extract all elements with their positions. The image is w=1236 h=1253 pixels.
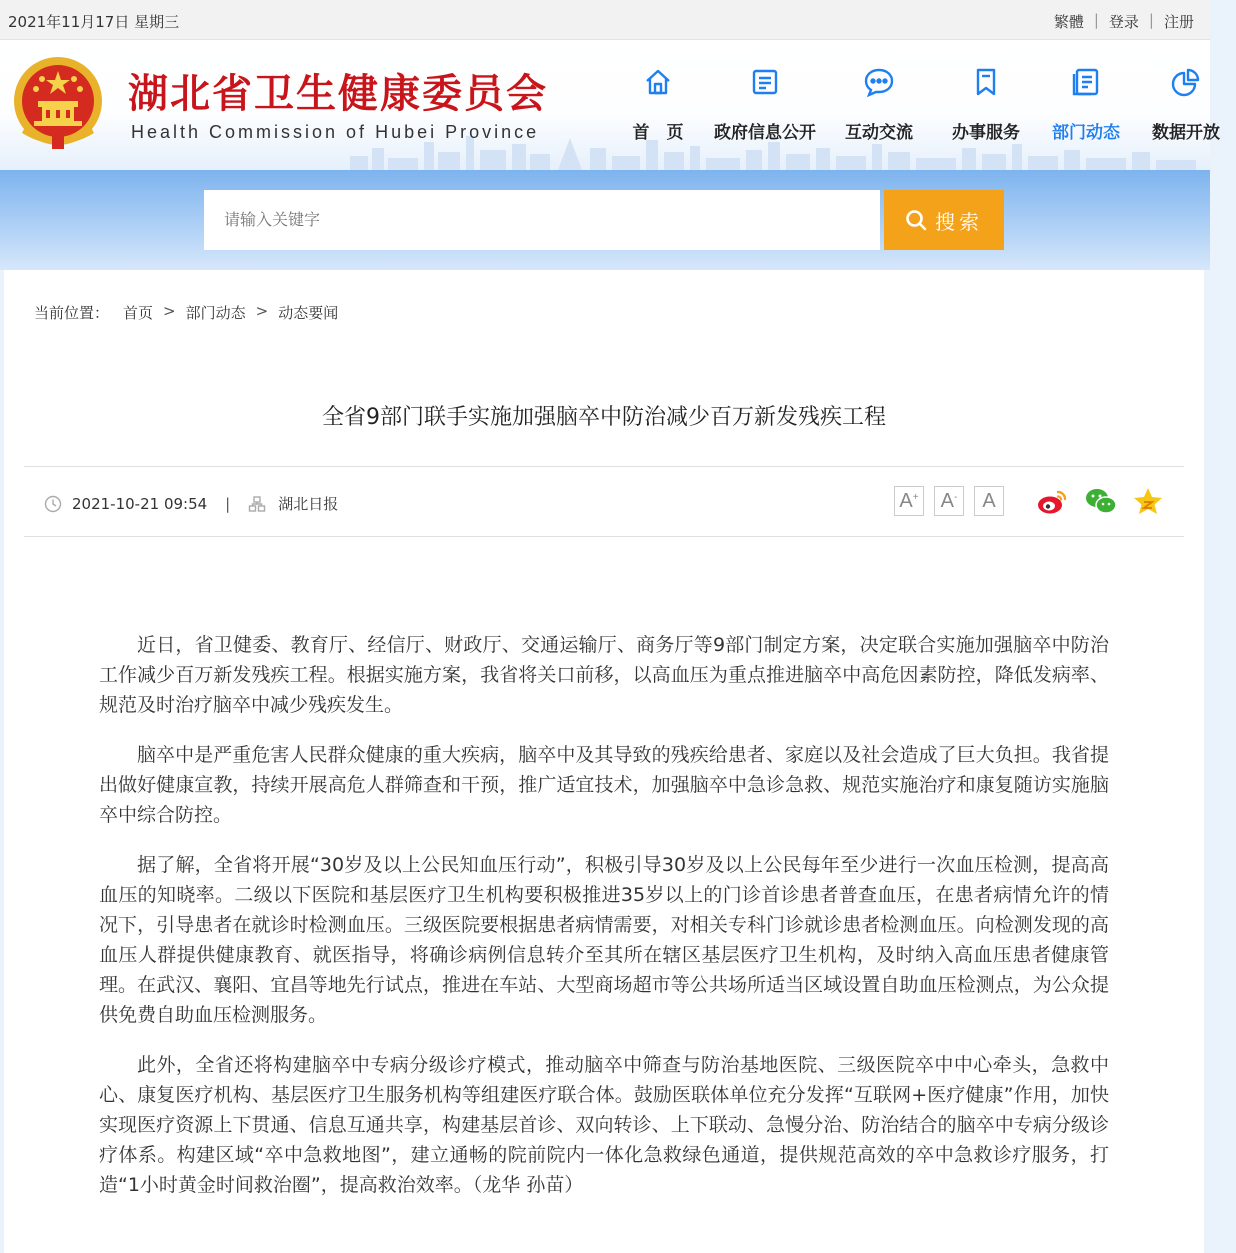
- nav-label: 办事服务: [952, 123, 1020, 143]
- register-link[interactable]: 注册: [1163, 13, 1194, 31]
- nav-label: 政府信息公开: [714, 123, 816, 143]
- nav-label: 互动交流: [845, 123, 913, 143]
- article-meta: [44, 493, 338, 514]
- breadcrumb: [34, 302, 338, 323]
- search-band: [0, 170, 1210, 270]
- news-icon: [1036, 64, 1136, 100]
- divider: [24, 466, 1184, 467]
- document-icon: [708, 64, 822, 100]
- divider: |: [1148, 11, 1154, 29]
- publish-datetime: 2021-10-21 09:54: [72, 494, 208, 513]
- search-input[interactable]: [204, 190, 880, 250]
- weibo-icon: [1036, 486, 1070, 516]
- weibo-share-button[interactable]: [1036, 486, 1070, 516]
- main-nav: [608, 64, 1236, 143]
- nav-label: 数据开放: [1152, 123, 1220, 143]
- article-title: 全省9部门联手实施加强脑卒中防治减少百万新发残疾工程: [322, 405, 886, 430]
- clock-icon: [44, 495, 62, 513]
- nav-item-services[interactable]: [936, 64, 1036, 143]
- pie-chart-icon: [1136, 64, 1236, 100]
- bookmark-icon: [936, 64, 1036, 100]
- nav-label: 首 页: [632, 123, 684, 143]
- site-title: 湖北省卫生健康委员会: [128, 70, 548, 117]
- national-emblem-logo: [12, 55, 104, 151]
- chat-icon: [822, 64, 936, 100]
- breadcrumb-home[interactable]: 首页: [123, 304, 154, 322]
- breadcrumb-news-highlights[interactable]: 动态要闻: [278, 304, 339, 322]
- article-paragraph: 脑卒中是严重危害人民群众健康的重大疾病，脑卒中及其导致的残疾给患者、家庭以及社会造成了巨大负担。我省提出做好健康宣教，持续开展高危人群筛查和干预，推广适宜技术，加强脑卒中急诊急救、规范实施治疗和康复随访实施脑卒中综合防控。: [99, 744, 1109, 826]
- source-icon: [248, 495, 266, 513]
- top-bar: [0, 0, 1210, 40]
- divider: |: [1093, 11, 1099, 29]
- home-icon: [608, 64, 708, 100]
- site-header: [0, 40, 1220, 170]
- nav-item-open-data[interactable]: [1136, 64, 1236, 143]
- font-reset-button[interactable]: A: [974, 486, 1004, 516]
- site-subtitle: Health Commission of Hubei Province: [131, 122, 540, 142]
- article-paragraph: 此外，全省还将构建脑卒中专病分级诊疗模式，推动脑卒中筛查与防治基地医院、三级医院卒中中心牵头，急救中心、康复医疗机构、基层医疗卫生服务机构等组建医疗联合体。鼓励医联体单位充分发挥“互联网+医疗健康”作用，加快实现医疗资源上下贯通、信息互通共享，构建基层首诊、双向转诊、上下联动、急慢分治、防治结合的脑卒中专病分级诊疗体系。构建区域“卒中急救地图”，建立通畅的院前院内一体化急救绿色通道，提供规范高效的卒中急救诊疗服务，打造“1小时黄金时间救治圈”，提高救治效率。（龙华 孙苗）: [99, 1054, 1109, 1196]
- nav-item-interaction[interactable]: [822, 64, 936, 143]
- breadcrumb-prefix: 当前位置：: [34, 304, 110, 322]
- favorite-button[interactable]: [1132, 486, 1164, 516]
- breadcrumb-separator: >: [163, 302, 176, 320]
- divider: |: [225, 494, 231, 513]
- nav-item-home[interactable]: [608, 64, 708, 143]
- article-source: 湖北日报: [278, 495, 339, 513]
- current-date: 2021年11月17日 星期三: [8, 13, 180, 31]
- article-body: [99, 630, 1109, 1220]
- font-increase-button[interactable]: A +: [894, 486, 924, 516]
- login-link[interactable]: 登录: [1108, 13, 1139, 31]
- breadcrumb-dept-news[interactable]: 部门动态: [185, 304, 246, 322]
- nav-item-gov-info[interactable]: [708, 64, 822, 143]
- search-icon: [905, 209, 927, 231]
- wechat-share-button[interactable]: [1084, 486, 1118, 516]
- traditional-chinese-link[interactable]: 繁體: [1053, 13, 1084, 31]
- article-paragraph: 近日，省卫健委、教育厅、经信厅、财政厅、交通运输厅、商务厅等9部门制定方案，决定联合实施加强脑卒中防治工作减少百万新发残疾工程。根据实施方案，我省将关口前移，以高血压为重点推进脑卒中高危因素防控，降低发病率、规范及时治疗脑卒中减少残疾发生。: [99, 634, 1109, 716]
- nav-item-dept-news[interactable]: [1036, 64, 1136, 143]
- search-button-label: 搜索: [935, 211, 983, 234]
- wechat-icon: [1084, 486, 1118, 516]
- breadcrumb-separator: >: [255, 302, 269, 320]
- article-tools: [894, 486, 1164, 516]
- nav-label: 部门动态: [1052, 123, 1120, 143]
- article-card: [4, 270, 1204, 1253]
- font-decrease-button[interactable]: A -: [934, 486, 964, 516]
- article-paragraph: 据了解，全省将开展“30岁及以上公民知血压行动”，积极引导30岁及以上公民每年至少进行一次血压检测，提高高血压的知晓率。二级以下医院和基层医疗卫生机构要积极推进35岁以上的门诊首诊患者普查血压，在患者病情允许的情况下，引导患者在就诊时检测血压。三级医院要根据患者病情需要，对相关专科门诊就诊患者检测血压。向检测发现的高血压人群提供健康教育、就医指导，将确诊病例信息转介至其所在辖区基层医疗卫生机构，及时纳入高血压患者健康管理。在武汉、襄阳、宜昌等地先行试点，推进在车站、大型商场超市等公共场所适当区域设置自助血压检测点，为公众提供免费自助血压检测服务。: [99, 854, 1109, 1026]
- divider: [24, 536, 1184, 537]
- top-links: [1054, 11, 1194, 32]
- star-favorite-icon: [1132, 486, 1164, 516]
- search-button[interactable]: [884, 190, 1004, 250]
